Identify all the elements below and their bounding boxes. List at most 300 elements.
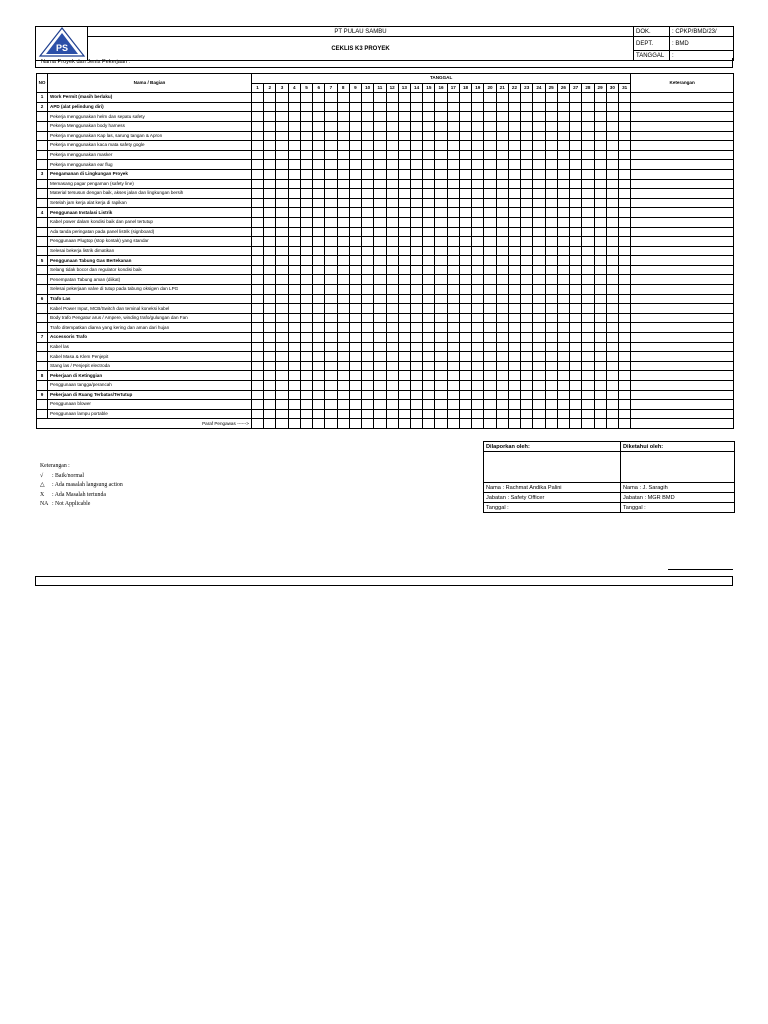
check-cell[interactable] (533, 294, 545, 304)
check-cell[interactable] (533, 361, 545, 371)
check-cell[interactable] (288, 246, 300, 256)
check-cell[interactable] (349, 131, 361, 141)
check-cell[interactable] (606, 275, 618, 285)
check-cell[interactable] (606, 361, 618, 371)
paraf-cell[interactable] (264, 419, 276, 429)
check-cell[interactable] (288, 150, 300, 160)
check-cell[interactable] (484, 304, 496, 314)
check-cell[interactable] (386, 102, 398, 112)
check-cell[interactable] (435, 217, 447, 227)
check-cell[interactable] (410, 333, 422, 343)
check-cell[interactable] (582, 102, 594, 112)
check-cell[interactable] (472, 141, 484, 151)
check-cell[interactable] (496, 169, 508, 179)
check-cell[interactable] (276, 371, 288, 381)
check-cell[interactable] (325, 141, 337, 151)
check-cell[interactable] (459, 333, 471, 343)
check-cell[interactable] (251, 265, 263, 275)
check-cell[interactable] (276, 160, 288, 170)
note-cell[interactable] (631, 352, 734, 362)
check-cell[interactable] (374, 313, 386, 323)
check-cell[interactable] (374, 294, 386, 304)
check-cell[interactable] (521, 227, 533, 237)
check-cell[interactable] (349, 400, 361, 410)
check-cell[interactable] (484, 323, 496, 333)
check-cell[interactable] (435, 169, 447, 179)
note-cell[interactable] (631, 227, 734, 237)
check-cell[interactable] (337, 352, 349, 362)
check-cell[interactable] (276, 189, 288, 199)
check-cell[interactable] (508, 237, 520, 247)
check-cell[interactable] (484, 390, 496, 400)
check-cell[interactable] (618, 160, 630, 170)
check-cell[interactable] (349, 93, 361, 103)
check-cell[interactable] (533, 189, 545, 199)
check-cell[interactable] (410, 131, 422, 141)
note-cell[interactable] (631, 93, 734, 103)
check-cell[interactable] (300, 93, 312, 103)
check-cell[interactable] (508, 160, 520, 170)
check-cell[interactable] (276, 409, 288, 419)
check-cell[interactable] (300, 102, 312, 112)
check-cell[interactable] (545, 304, 557, 314)
check-cell[interactable] (325, 112, 337, 122)
check-cell[interactable] (533, 198, 545, 208)
check-cell[interactable] (594, 342, 606, 352)
note-cell[interactable] (631, 150, 734, 160)
check-cell[interactable] (251, 275, 263, 285)
check-cell[interactable] (508, 102, 520, 112)
check-cell[interactable] (472, 294, 484, 304)
check-cell[interactable] (594, 217, 606, 227)
check-cell[interactable] (570, 227, 582, 237)
check-cell[interactable] (496, 390, 508, 400)
check-cell[interactable] (410, 390, 422, 400)
check-cell[interactable] (349, 198, 361, 208)
check-cell[interactable] (374, 121, 386, 131)
check-cell[interactable] (618, 189, 630, 199)
check-cell[interactable] (374, 141, 386, 151)
check-cell[interactable] (545, 169, 557, 179)
check-cell[interactable] (325, 400, 337, 410)
check-cell[interactable] (618, 246, 630, 256)
check-cell[interactable] (447, 275, 459, 285)
check-cell[interactable] (484, 294, 496, 304)
check-cell[interactable] (447, 361, 459, 371)
check-cell[interactable] (459, 131, 471, 141)
check-cell[interactable] (423, 102, 435, 112)
check-cell[interactable] (606, 141, 618, 151)
check-cell[interactable] (423, 275, 435, 285)
check-cell[interactable] (337, 333, 349, 343)
paraf-cell[interactable] (410, 419, 422, 429)
check-cell[interactable] (251, 381, 263, 391)
check-cell[interactable] (325, 131, 337, 141)
check-cell[interactable] (533, 390, 545, 400)
check-cell[interactable] (582, 352, 594, 362)
check-cell[interactable] (398, 371, 410, 381)
check-cell[interactable] (337, 208, 349, 218)
check-cell[interactable] (606, 256, 618, 266)
known-by-signature-area[interactable] (621, 452, 735, 483)
check-cell[interactable] (557, 333, 569, 343)
check-cell[interactable] (594, 294, 606, 304)
check-cell[interactable] (435, 237, 447, 247)
check-cell[interactable] (349, 342, 361, 352)
check-cell[interactable] (300, 150, 312, 160)
check-cell[interactable] (288, 102, 300, 112)
check-cell[interactable] (374, 371, 386, 381)
check-cell[interactable] (472, 217, 484, 227)
check-cell[interactable] (398, 93, 410, 103)
check-cell[interactable] (374, 361, 386, 371)
check-cell[interactable] (276, 342, 288, 352)
check-cell[interactable] (557, 294, 569, 304)
check-cell[interactable] (313, 198, 325, 208)
check-cell[interactable] (362, 333, 374, 343)
paraf-cell[interactable] (570, 419, 582, 429)
check-cell[interactable] (276, 352, 288, 362)
note-cell[interactable] (631, 208, 734, 218)
check-cell[interactable] (349, 112, 361, 122)
check-cell[interactable] (325, 361, 337, 371)
check-cell[interactable] (594, 409, 606, 419)
check-cell[interactable] (484, 93, 496, 103)
check-cell[interactable] (594, 227, 606, 237)
paraf-cell[interactable] (276, 419, 288, 429)
check-cell[interactable] (362, 150, 374, 160)
check-cell[interactable] (557, 400, 569, 410)
check-cell[interactable] (521, 390, 533, 400)
check-cell[interactable] (435, 304, 447, 314)
check-cell[interactable] (484, 256, 496, 266)
check-cell[interactable] (496, 294, 508, 304)
check-cell[interactable] (557, 256, 569, 266)
check-cell[interactable] (349, 121, 361, 131)
check-cell[interactable] (570, 409, 582, 419)
check-cell[interactable] (410, 294, 422, 304)
check-cell[interactable] (276, 208, 288, 218)
check-cell[interactable] (557, 227, 569, 237)
check-cell[interactable] (435, 275, 447, 285)
check-cell[interactable] (521, 265, 533, 275)
check-cell[interactable] (435, 179, 447, 189)
check-cell[interactable] (362, 227, 374, 237)
check-cell[interactable] (313, 131, 325, 141)
check-cell[interactable] (300, 198, 312, 208)
check-cell[interactable] (582, 131, 594, 141)
check-cell[interactable] (618, 313, 630, 323)
check-cell[interactable] (582, 275, 594, 285)
check-cell[interactable] (570, 179, 582, 189)
check-cell[interactable] (410, 217, 422, 227)
check-cell[interactable] (594, 371, 606, 381)
check-cell[interactable] (618, 304, 630, 314)
check-cell[interactable] (251, 409, 263, 419)
check-cell[interactable] (264, 294, 276, 304)
check-cell[interactable] (251, 323, 263, 333)
check-cell[interactable] (533, 342, 545, 352)
check-cell[interactable] (410, 189, 422, 199)
check-cell[interactable] (570, 333, 582, 343)
check-cell[interactable] (325, 179, 337, 189)
check-cell[interactable] (410, 179, 422, 189)
check-cell[interactable] (570, 160, 582, 170)
check-cell[interactable] (533, 246, 545, 256)
check-cell[interactable] (582, 189, 594, 199)
check-cell[interactable] (496, 141, 508, 151)
check-cell[interactable] (447, 265, 459, 275)
check-cell[interactable] (313, 323, 325, 333)
check-cell[interactable] (423, 400, 435, 410)
check-cell[interactable] (533, 237, 545, 247)
check-cell[interactable] (508, 112, 520, 122)
check-cell[interactable] (618, 112, 630, 122)
check-cell[interactable] (570, 304, 582, 314)
check-cell[interactable] (618, 237, 630, 247)
check-cell[interactable] (472, 361, 484, 371)
check-cell[interactable] (606, 381, 618, 391)
check-cell[interactable] (251, 189, 263, 199)
check-cell[interactable] (606, 400, 618, 410)
check-cell[interactable] (472, 275, 484, 285)
check-cell[interactable] (398, 141, 410, 151)
check-cell[interactable] (582, 323, 594, 333)
check-cell[interactable] (288, 169, 300, 179)
check-cell[interactable] (606, 208, 618, 218)
check-cell[interactable] (618, 227, 630, 237)
check-cell[interactable] (337, 141, 349, 151)
check-cell[interactable] (325, 265, 337, 275)
check-cell[interactable] (362, 237, 374, 247)
check-cell[interactable] (496, 121, 508, 131)
check-cell[interactable] (435, 141, 447, 151)
check-cell[interactable] (300, 160, 312, 170)
check-cell[interactable] (484, 361, 496, 371)
check-cell[interactable] (618, 150, 630, 160)
check-cell[interactable] (533, 217, 545, 227)
check-cell[interactable] (313, 342, 325, 352)
check-cell[interactable] (398, 381, 410, 391)
check-cell[interactable] (349, 160, 361, 170)
check-cell[interactable] (594, 102, 606, 112)
check-cell[interactable] (325, 93, 337, 103)
check-cell[interactable] (545, 112, 557, 122)
check-cell[interactable] (472, 208, 484, 218)
note-cell[interactable] (631, 304, 734, 314)
check-cell[interactable] (582, 246, 594, 256)
check-cell[interactable] (362, 409, 374, 419)
check-cell[interactable] (398, 121, 410, 131)
check-cell[interactable] (349, 390, 361, 400)
check-cell[interactable] (288, 208, 300, 218)
check-cell[interactable] (545, 141, 557, 151)
check-cell[interactable] (264, 371, 276, 381)
check-cell[interactable] (606, 198, 618, 208)
check-cell[interactable] (582, 361, 594, 371)
check-cell[interactable] (288, 160, 300, 170)
check-cell[interactable] (313, 112, 325, 122)
check-cell[interactable] (472, 333, 484, 343)
check-cell[interactable] (521, 333, 533, 343)
check-cell[interactable] (337, 198, 349, 208)
check-cell[interactable] (582, 304, 594, 314)
check-cell[interactable] (362, 285, 374, 295)
check-cell[interactable] (545, 361, 557, 371)
check-cell[interactable] (423, 390, 435, 400)
check-cell[interactable] (435, 131, 447, 141)
check-cell[interactable] (325, 381, 337, 391)
check-cell[interactable] (374, 131, 386, 141)
check-cell[interactable] (496, 112, 508, 122)
check-cell[interactable] (374, 400, 386, 410)
check-cell[interactable] (472, 390, 484, 400)
check-cell[interactable] (251, 285, 263, 295)
check-cell[interactable] (349, 352, 361, 362)
check-cell[interactable] (349, 179, 361, 189)
check-cell[interactable] (349, 169, 361, 179)
check-cell[interactable] (435, 121, 447, 131)
check-cell[interactable] (410, 409, 422, 419)
check-cell[interactable] (484, 246, 496, 256)
check-cell[interactable] (410, 361, 422, 371)
check-cell[interactable] (545, 381, 557, 391)
check-cell[interactable] (398, 169, 410, 179)
check-cell[interactable] (313, 409, 325, 419)
paraf-cell[interactable] (300, 419, 312, 429)
check-cell[interactable] (618, 285, 630, 295)
check-cell[interactable] (508, 217, 520, 227)
check-cell[interactable] (459, 198, 471, 208)
check-cell[interactable] (423, 217, 435, 227)
check-cell[interactable] (398, 246, 410, 256)
check-cell[interactable] (325, 275, 337, 285)
check-cell[interactable] (459, 390, 471, 400)
check-cell[interactable] (337, 93, 349, 103)
check-cell[interactable] (374, 208, 386, 218)
check-cell[interactable] (459, 160, 471, 170)
check-cell[interactable] (276, 246, 288, 256)
check-cell[interactable] (521, 400, 533, 410)
check-cell[interactable] (435, 208, 447, 218)
check-cell[interactable] (300, 313, 312, 323)
check-cell[interactable] (557, 371, 569, 381)
check-cell[interactable] (508, 208, 520, 218)
check-cell[interactable] (362, 141, 374, 151)
note-cell[interactable] (631, 285, 734, 295)
check-cell[interactable] (496, 93, 508, 103)
check-cell[interactable] (472, 179, 484, 189)
check-cell[interactable] (606, 371, 618, 381)
check-cell[interactable] (264, 304, 276, 314)
check-cell[interactable] (386, 352, 398, 362)
check-cell[interactable] (606, 313, 618, 323)
check-cell[interactable] (521, 409, 533, 419)
check-cell[interactable] (521, 121, 533, 131)
check-cell[interactable] (496, 352, 508, 362)
check-cell[interactable] (276, 112, 288, 122)
check-cell[interactable] (313, 150, 325, 160)
check-cell[interactable] (435, 294, 447, 304)
check-cell[interactable] (484, 208, 496, 218)
check-cell[interactable] (337, 246, 349, 256)
check-cell[interactable] (264, 285, 276, 295)
check-cell[interactable] (300, 275, 312, 285)
check-cell[interactable] (325, 102, 337, 112)
check-cell[interactable] (398, 342, 410, 352)
check-cell[interactable] (557, 131, 569, 141)
check-cell[interactable] (484, 179, 496, 189)
check-cell[interactable] (435, 285, 447, 295)
check-cell[interactable] (557, 323, 569, 333)
check-cell[interactable] (459, 285, 471, 295)
check-cell[interactable] (313, 313, 325, 323)
check-cell[interactable] (533, 333, 545, 343)
check-cell[interactable] (545, 400, 557, 410)
check-cell[interactable] (570, 150, 582, 160)
check-cell[interactable] (545, 323, 557, 333)
check-cell[interactable] (472, 246, 484, 256)
check-cell[interactable] (349, 333, 361, 343)
check-cell[interactable] (459, 294, 471, 304)
check-cell[interactable] (300, 400, 312, 410)
check-cell[interactable] (545, 227, 557, 237)
check-cell[interactable] (570, 217, 582, 227)
check-cell[interactable] (484, 275, 496, 285)
check-cell[interactable] (300, 285, 312, 295)
check-cell[interactable] (582, 313, 594, 323)
check-cell[interactable] (313, 189, 325, 199)
check-cell[interactable] (459, 304, 471, 314)
check-cell[interactable] (300, 179, 312, 189)
check-cell[interactable] (276, 121, 288, 131)
check-cell[interactable] (447, 227, 459, 237)
note-cell[interactable] (631, 102, 734, 112)
check-cell[interactable] (533, 121, 545, 131)
note-cell[interactable] (631, 198, 734, 208)
check-cell[interactable] (423, 285, 435, 295)
check-cell[interactable] (410, 160, 422, 170)
check-cell[interactable] (496, 189, 508, 199)
check-cell[interactable] (606, 390, 618, 400)
check-cell[interactable] (288, 121, 300, 131)
check-cell[interactable] (557, 179, 569, 189)
check-cell[interactable] (508, 400, 520, 410)
check-cell[interactable] (606, 150, 618, 160)
check-cell[interactable] (472, 150, 484, 160)
check-cell[interactable] (435, 361, 447, 371)
check-cell[interactable] (251, 160, 263, 170)
check-cell[interactable] (582, 400, 594, 410)
check-cell[interactable] (582, 265, 594, 275)
check-cell[interactable] (618, 131, 630, 141)
check-cell[interactable] (606, 227, 618, 237)
check-cell[interactable] (618, 217, 630, 227)
check-cell[interactable] (582, 390, 594, 400)
check-cell[interactable] (423, 246, 435, 256)
check-cell[interactable] (496, 246, 508, 256)
check-cell[interactable] (435, 342, 447, 352)
check-cell[interactable] (582, 160, 594, 170)
check-cell[interactable] (557, 390, 569, 400)
check-cell[interactable] (410, 169, 422, 179)
check-cell[interactable] (410, 112, 422, 122)
check-cell[interactable] (264, 131, 276, 141)
check-cell[interactable] (557, 304, 569, 314)
check-cell[interactable] (496, 371, 508, 381)
check-cell[interactable] (374, 256, 386, 266)
check-cell[interactable] (618, 352, 630, 362)
